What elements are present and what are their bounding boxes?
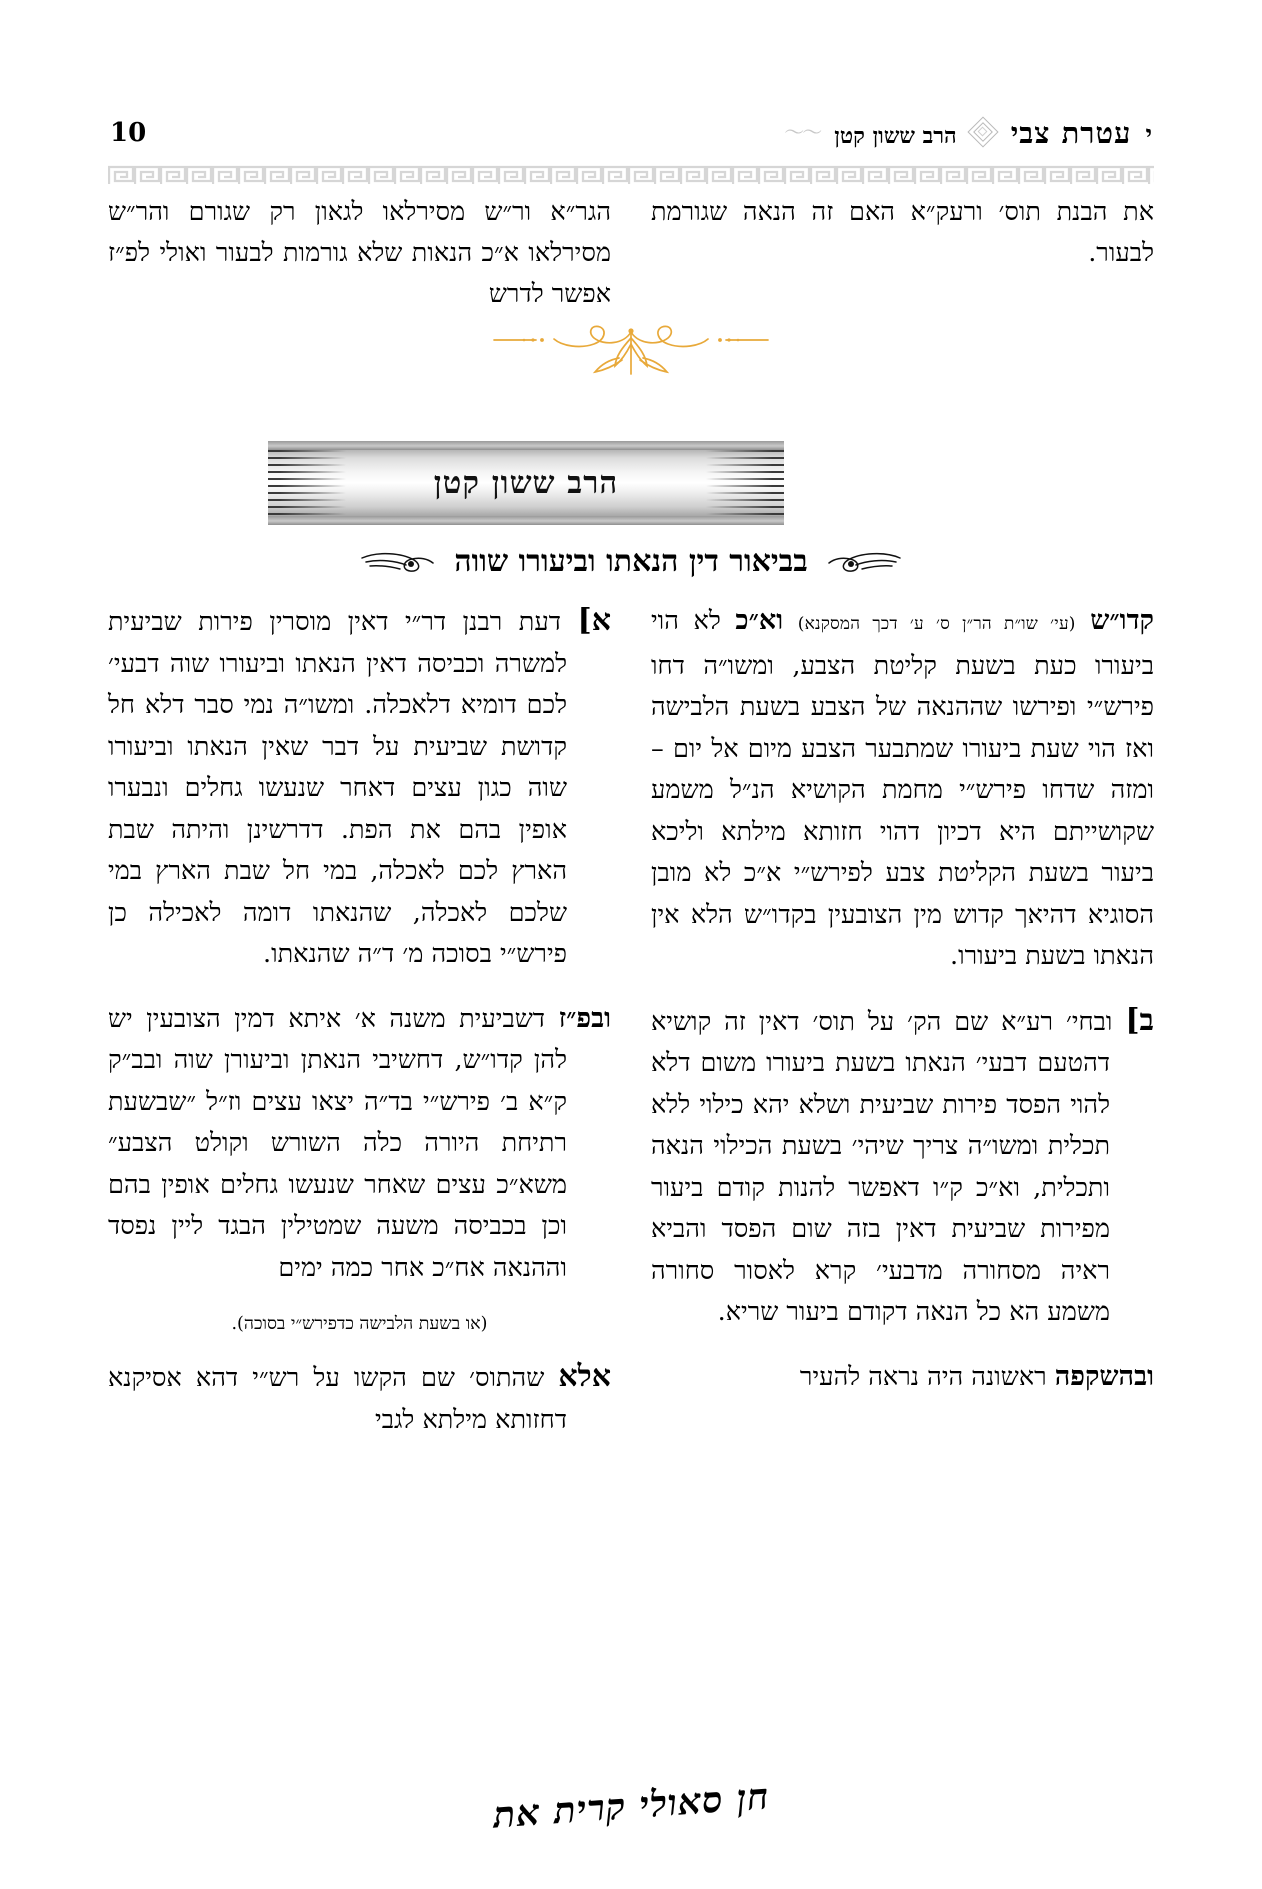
top-right-text: הגר״א ור״ש מסירלאו לגאון רק שגורם והר״ש מסירלאו א״כ הנאות שלא גורמות לבעור ואולי לפ״ז אפשר לדרש [108, 197, 611, 309]
paragraph-marker-alef: א] [577, 603, 612, 638]
paragraph-alef [108, 600, 611, 976]
flourish-right-icon [826, 549, 904, 575]
section-subtitle: בביאור דין הנאתו וביעורו שווה [454, 544, 808, 579]
top-column-right [108, 192, 611, 315]
section-banner [268, 437, 784, 529]
section-subtitle-row [0, 544, 1262, 579]
footer-script-text: חן סאולי קרית את [491, 1775, 771, 1837]
paragraph-alef-text: דעת רבנן דר״י דאין מוסרין פירות שביעית למשרה וכביסה דאין הנאתו וביעורו שוה דבעי׳ לכם דומיא דלאכלה. ומשו״ה נמי סבר דלא חל קדושת שביעית על דבר שאין הנאתו וביעורו שוה כגון עצים דאחר שנעשו גחלים ונבערו אופין בהם את הפת. דדרשינן והיתה שבת הארץ לכם לאכלה, במי חל שבת הארץ במי שלכם לאכלה, שהנאתו דומה לאכילה כן פירש״י בסוכה מ׳ ד״ה שהנאתו. [108, 607, 567, 969]
running-head-title-group [784, 116, 1152, 151]
footer-script-line [0, 1775, 1262, 1837]
continuation-marker: וא״כ [735, 605, 784, 636]
banner-top-edge [268, 441, 784, 450]
continuation-word: קדו״ש [1090, 605, 1154, 636]
banner-hatch-left-icon [268, 450, 346, 516]
paragraph-marker-ubefez: ובפ״ז [558, 1002, 611, 1034]
gold-flourish-divider-icon [0, 322, 1262, 384]
main-column-right [108, 600, 611, 1441]
paragraph-kadush-text: לא הוי ביעורו כעת בשעת קליטת הצבע, ומשו״ה דחו פירש״י ופירשו שההנאה של הצבע בשעת הלבישה ואז הוי שעת ביעורו שמתבער הצבע מיום אל יום – ומזה שדחו פירש״י מחמת הקושיא הנ״ל משמע שקושייתם היא דכיון דהוי חזותא מילתא וליכא ביעור בשעת הקליטת צבע לפירש״י א״כ לא מובן הסוגיא דהיאך קדוש מין הצובעין בקדו״ש הלא אין הנאתו בשעת ביעורו. [651, 606, 1154, 971]
paragraph-ela [108, 1356, 611, 1441]
folio-number: 10 [110, 118, 147, 148]
paragraph-ubefez-text: דשביעית משנה א׳ איתא דמין הצובעין יש להן קדו״ש, דחשיבי הנאתן וביעורן שוה ובב״ק ק״א ב׳ פירש״י בד״ה יצאו עצים וז״ל ״שבשעת רתיחת היורה כלה השורש וקולט הצבע״ משא״כ עצים שאחר שנעשו גחלים אופין בהם וכן בכביסה משעה שמטילין הבגד ליין נפסד וההנאה אח״כ אחר כמה ימים [108, 1003, 567, 1283]
diamond-ornament-icon [971, 120, 997, 146]
top-left-text: את הבנת תוס׳ ורעק״א האם זה הנאה שגורמת לבעור. [651, 197, 1154, 268]
paragraph-marker-uvehashkafa: ובהשקפה [1054, 1360, 1154, 1392]
top-continuation-columns [108, 192, 1154, 315]
paragraph-bet-text: ובחי׳ רע״א שם הק׳ על תוס׳ דאין זה קושיא דהטעם דבעי׳ הנאתו בשעת ביעורו משום דלא להוי הפסד פירות שביעית ושלא יהא כילוי ללא תכלית ומשו״ה צריך שיהי׳ בשעת הכילוי הנאה ותכלית, וא״כ ק״ו דאפשר להנות קודם ביעור מפירות שביעית דאין בזה שום הפסד והביא ראיה מסחורה מדבעי׳ קרא לאסור סחורה משמע הא כל הנאה דקודם ביעור שריא. [651, 1006, 1113, 1327]
running-head-book-title: עטרת צבי [1010, 115, 1132, 150]
squiggle-icon: 〜〜 [784, 119, 821, 144]
top-column-left [651, 192, 1154, 315]
banner-title: הרב ששון קטן [433, 465, 619, 501]
paragraph-marker-ela: אלא [558, 1359, 611, 1394]
main-column-left [651, 600, 1154, 1441]
banner-hatch-right-icon [706, 450, 784, 516]
paragraph-kadush-continuation [651, 600, 1154, 978]
running-head [110, 112, 1152, 154]
paragraph-ubefez [108, 998, 611, 1290]
paragraph-uvehashkafa-text: ראשונה היה נראה להעיר [799, 1361, 1047, 1392]
greek-key-divider [108, 163, 1154, 185]
paragraph-ela-text: שהתוס׳ שם הקשו על רש״י דהא אסיקנא דחזותא מילתא לגבי [108, 1363, 567, 1435]
main-body-columns [108, 600, 1154, 1441]
running-head-author: הרב ששון קטן [834, 122, 957, 149]
running-head-siman: י [1145, 119, 1152, 149]
banner-bottom-edge [268, 516, 784, 525]
paragraph-uvehashkafa [651, 1356, 1154, 1399]
small-citation-note: (או בשעת הלבישה כדפירש״י בסוכה). [231, 1314, 488, 1334]
paragraph-marker-bet: ב] [1125, 1002, 1154, 1038]
flourish-left-icon [358, 549, 436, 575]
inline-citation: (עי׳ שו״ת הר״ן ס׳ ע׳ דכך המסקנא) [797, 614, 1076, 634]
paragraph-bet [651, 1000, 1154, 1334]
